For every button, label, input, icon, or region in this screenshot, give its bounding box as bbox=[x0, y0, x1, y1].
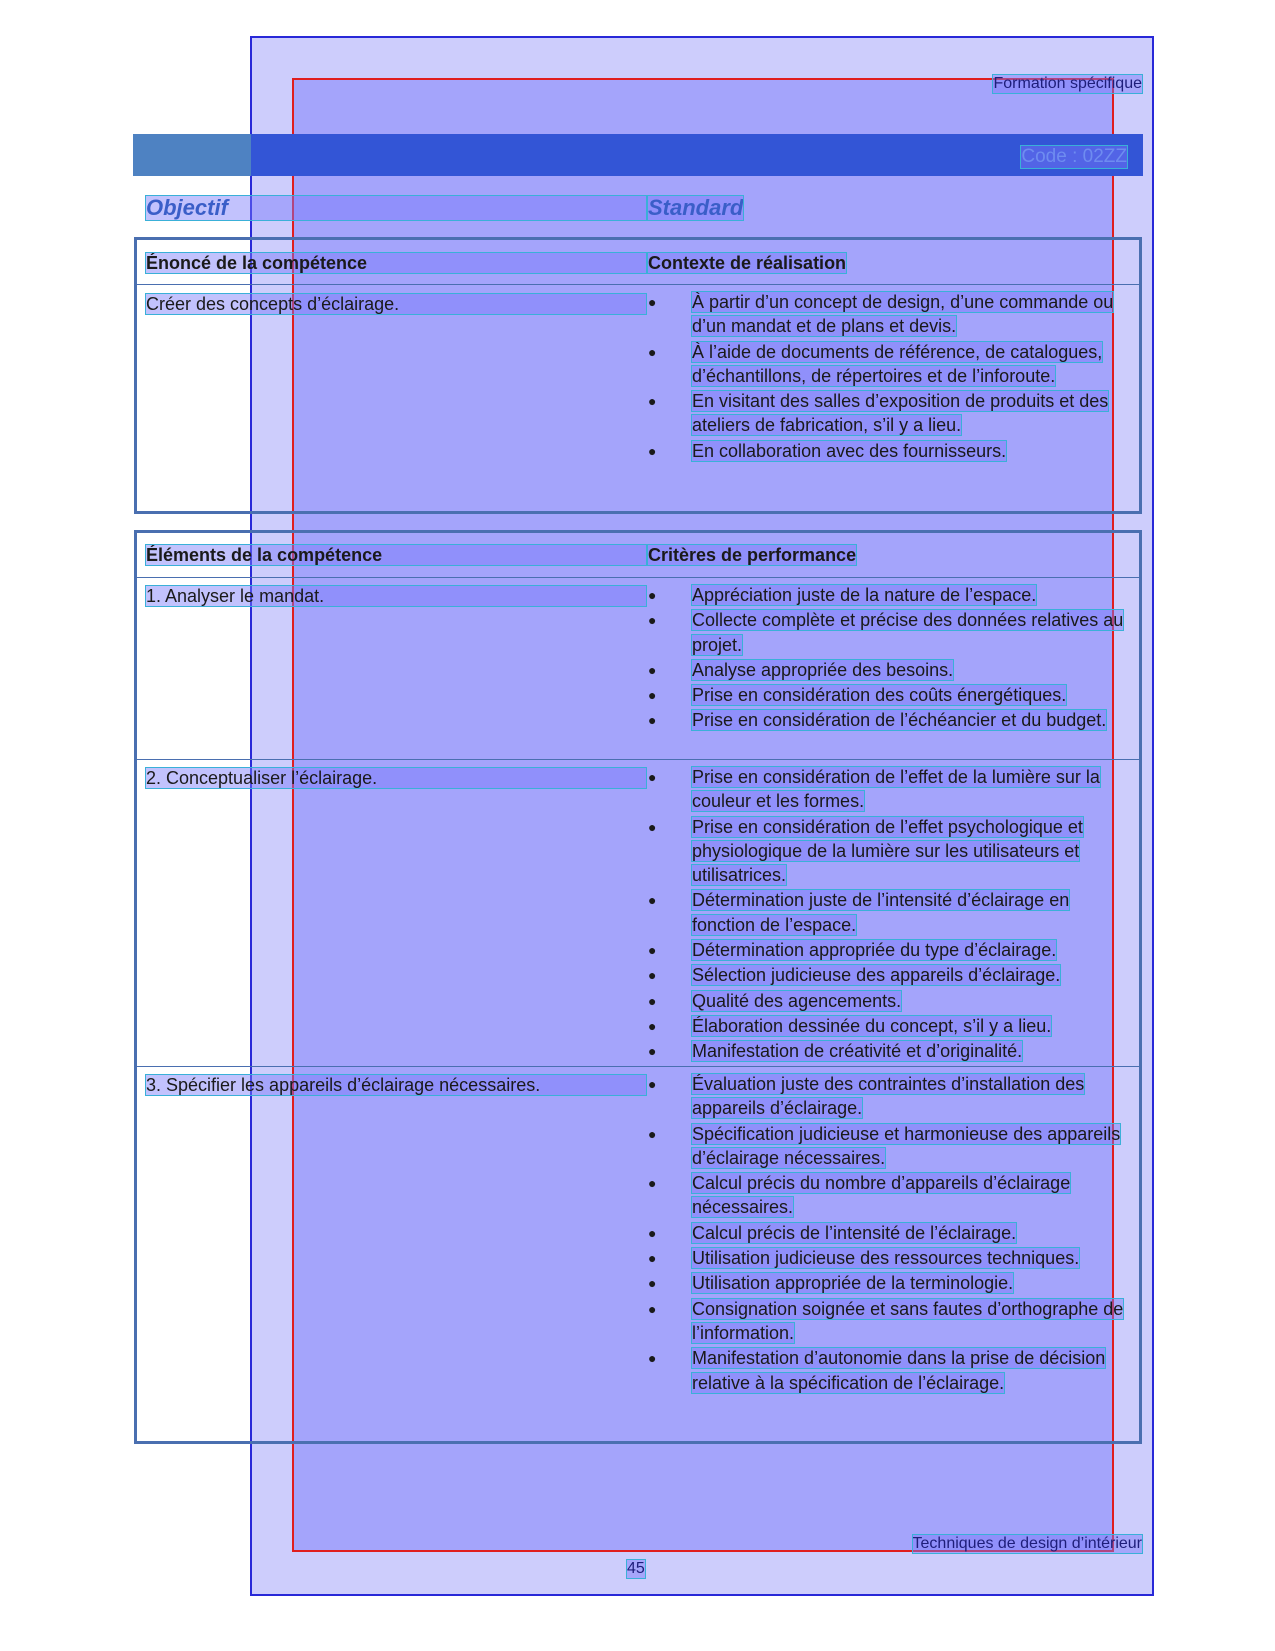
contexte-list bbox=[648, 290, 1132, 464]
objectif-label: Objectif bbox=[146, 196, 646, 220]
list-item: ● Détermination appropriée du type d’éclairage. bbox=[648, 940, 1057, 961]
list-item: ● Collecte complète et précise des données relatives au projet. bbox=[648, 610, 1124, 655]
table-divider bbox=[137, 284, 1139, 285]
page-number: 45 bbox=[627, 1560, 645, 1577]
list-item: ● Manifestation de créativité et d’originalité. bbox=[648, 1041, 1023, 1062]
standard-label: Standard bbox=[648, 195, 744, 220]
elements-header: Éléments de la compétence bbox=[146, 545, 646, 565]
header-title: Formation spécifique bbox=[993, 75, 1142, 92]
element-2: 2. Conceptualiser l’éclairage. bbox=[146, 768, 646, 788]
contexte-header: Contexte de réalisation bbox=[648, 253, 847, 273]
list-item: ● Manifestation d’autonomie dans la prise de décision relative à la spécification de l’éclairage. bbox=[648, 1348, 1106, 1393]
table-divider bbox=[137, 759, 1139, 760]
element-1: 1. Analyser le mandat. bbox=[146, 586, 646, 606]
code-label: Code : 02ZZ bbox=[1021, 146, 1127, 167]
list-item: ● Utilisation judicieuse des ressources techniques. bbox=[648, 1248, 1080, 1269]
footer-program: Techniques de design d’intérieur bbox=[912, 1535, 1142, 1552]
list-item: ● Sélection judicieuse des appareils d’éclairage. bbox=[648, 965, 1061, 986]
criteres-list-2 bbox=[648, 765, 1132, 1065]
criteres-list-1 bbox=[648, 583, 1132, 734]
list-item: ● Analyse appropriée des besoins. bbox=[648, 659, 954, 680]
list-item: ● En visitant des salles d’exposition de produits et des ateliers de fabrication, s’il y a lieu. bbox=[648, 391, 1109, 436]
list-item: ● Prise en considération des coûts énergétiques. bbox=[648, 685, 1067, 706]
element-3: 3. Spécifier les appareils d’éclairage nécessaires. bbox=[146, 1075, 646, 1095]
list-item: ● En collaboration avec des fournisseurs. bbox=[648, 440, 1007, 461]
list-item: ● Élaboration dessinée du concept, s’il y a lieu. bbox=[648, 1015, 1052, 1036]
list-item: ● Détermination juste de l’intensité d’éclairage en fonction de l’espace. bbox=[648, 890, 1070, 935]
list-item: ● Calcul précis de l’intensité de l’éclairage. bbox=[648, 1222, 1017, 1243]
enonce-header: Énoncé de la compétence bbox=[146, 253, 646, 273]
criteres-list-3 bbox=[648, 1072, 1132, 1396]
list-item: ● À partir d’un concept de design, d’une commande ou d’un mandat et de plans et devis. bbox=[648, 292, 1114, 337]
list-item: ● Utilisation appropriée de la terminologie. bbox=[648, 1273, 1014, 1294]
table-divider bbox=[137, 577, 1139, 578]
list-item: ● À l’aide de documents de référence, de catalogues, d’échantillons, de répertoires et de l’inforoute. bbox=[648, 341, 1103, 386]
list-item: ● Évaluation juste des contraintes d’installation des appareils d’éclairage. bbox=[648, 1074, 1085, 1119]
code-bar bbox=[133, 134, 1143, 176]
list-item: ● Appréciation juste de la nature de l’espace. bbox=[648, 585, 1037, 605]
list-item: ● Qualité des agencements. bbox=[648, 990, 902, 1011]
list-item: ● Prise en considération de l’effet de la lumière sur la couleur et les formes. bbox=[648, 767, 1100, 812]
list-item: ● Prise en considération de l’effet psychologique et physiologique de la lumière sur les utilisateurs et utilisatrices. bbox=[648, 816, 1083, 886]
criteres-header: Critères de performance bbox=[648, 545, 857, 565]
list-item: ● Consignation soignée et sans fautes d’orthographe de l’information. bbox=[648, 1298, 1124, 1343]
list-item: ● Spécification judicieuse et harmonieuse des appareils d’éclairage nécessaires. bbox=[648, 1123, 1121, 1168]
enonce-text: Créer des concepts d’éclairage. bbox=[146, 294, 646, 314]
list-item: ● Prise en considération de l’échéancier et du budget. bbox=[648, 710, 1107, 731]
list-item: ● Calcul précis du nombre d’appareils d’éclairage nécessaires. bbox=[648, 1173, 1071, 1218]
table-divider bbox=[137, 1066, 1139, 1067]
